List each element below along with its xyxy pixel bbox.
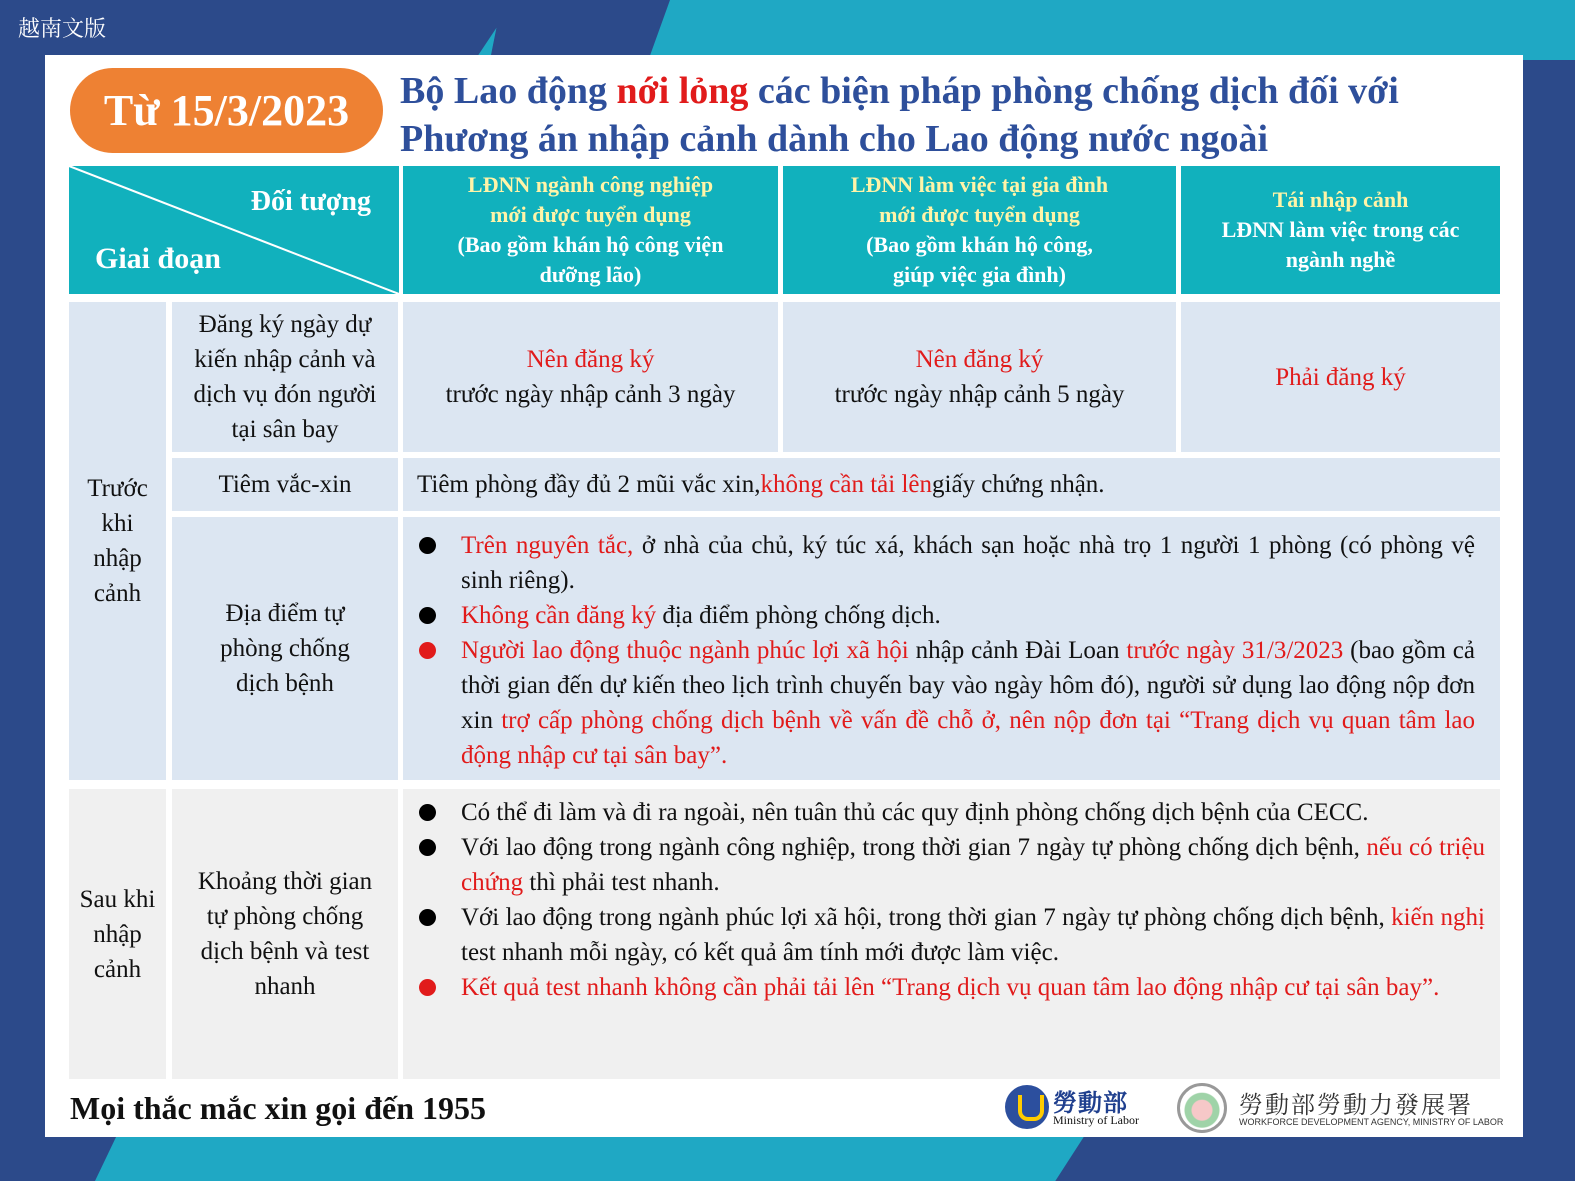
vaccine-requirement: Tiêm phòng đầy đủ 2 mũi vắc xin, không cần tải lên giấy chứng nhận.: [403, 458, 1500, 511]
red-bullet-dot-icon: [419, 979, 436, 996]
list-item: Kết quả test nhanh không cần phải tải lên “Trang dịch vụ quan tâm lao động nhập cư tại sân bay”.: [417, 970, 1485, 1005]
header-industrial-workers: LĐNN ngành công nghiệp mới được tuyển dụng (Bao gồm khán hộ công viện dưỡng lão): [403, 166, 778, 294]
language-tag: 越南文版: [18, 17, 107, 42]
row-label-register: Đăng ký ngày dự kiến nhập cảnh và dịch vụ đón người tại sân bay: [172, 302, 398, 452]
register-reentry: Phải đăng ký: [1181, 302, 1500, 452]
ministry-of-labor-logo: 勞動部 Ministry of Labor: [1005, 1083, 1165, 1131]
after-entry-cell: [403, 789, 1500, 1079]
title-line-1: Bộ Lao động nới lỏng các biện pháp phòng chống dịch đối với: [400, 70, 1399, 112]
poster-title: [400, 67, 1399, 163]
list-item: Trên nguyên tắc, ở nhà của chủ, ký túc xá, khách sạn hoặc nhà trọ 1 người 1 phòng (có phòng vệ sinh riêng).: [417, 528, 1475, 598]
bullet-dot-icon: [419, 607, 436, 624]
header-phase-label: Giai đoạn: [95, 242, 221, 275]
header-target-label: Đối tượng: [250, 186, 371, 217]
ministry-emblem-icon: [1005, 1085, 1049, 1129]
bottom-banner-stripe: [95, 1135, 1085, 1181]
red-bullet-dot-icon: [419, 642, 436, 659]
after-entry-bullet-list: [417, 795, 1485, 1005]
bullet-dot-icon: [419, 909, 436, 926]
location-cell: [403, 517, 1500, 780]
list-item: Người lao động thuộc ngành phúc lợi xã hội nhập cảnh Đài Loan trước ngày 31/3/2023 (bao gồm cả thời gian đến dự kiến theo lịch trình chuyến bay vào ngày hôm đó), người sử dụng lao động nộp đơn xin trợ cấp phòng chống dịch bệnh về vấn đề chỗ ở, nên nộp đơn tại “Trang dịch vụ quan tâm lao động nhập cư tại sân bay”.: [417, 633, 1475, 773]
poster-card: [45, 55, 1523, 1137]
bullet-dot-icon: [419, 537, 436, 554]
row-label-after-entry: Khoảng thời gian tự phòng chống dịch bệnh và test nhanh: [172, 789, 398, 1079]
table-corner-header: [69, 166, 399, 294]
list-item: Có thể đi làm và đi ra ngoài, nên tuân thủ các quy định phòng chống dịch bệnh của CECC.: [417, 795, 1485, 830]
date-badge: Từ 15/3/2023: [70, 68, 383, 153]
bullet-dot-icon: [419, 804, 436, 821]
list-item: Với lao động trong ngành phúc lợi xã hội, trong thời gian 7 ngày tự phòng chống dịch bệnh, kiến nghị test nhanh mỗi ngày, có kết quả âm tính mới được làm việc.: [417, 900, 1485, 970]
register-domestic: Nên đăng ký trước ngày nhập cảnh 5 ngày: [783, 302, 1176, 452]
phase-after-entry: Sau khi nhập cảnh: [69, 789, 166, 1079]
location-bullet-list: [417, 528, 1475, 773]
list-item: Với lao động trong ngành công nghiệp, trong thời gian 7 ngày tự phòng chống dịch bệnh, nếu có triệu chứng thì phải test nhanh.: [417, 830, 1485, 900]
header-reentry-workers: Tái nhập cảnh LĐNN làm việc trong các ngành nghề: [1181, 166, 1500, 294]
agency-seal-icon: [1177, 1083, 1227, 1133]
row-label-vaccine: Tiêm vắc-xin: [172, 458, 398, 511]
list-item: Không cần đăng ký địa điểm phòng chống dịch.: [417, 598, 1475, 633]
hotline-text: Mọi thắc mắc xin gọi đến 1955: [70, 1090, 486, 1126]
header-domestic-workers: LĐNN làm việc tại gia đình mới được tuyển dụng (Bao gồm khán hộ công, giúp việc gia đình): [783, 166, 1176, 294]
register-industrial: Nên đăng ký trước ngày nhập cảnh 3 ngày: [403, 302, 778, 452]
top-banner-stripe: [490, 0, 670, 60]
phase-before-entry: Trước khi nhập cảnh: [69, 302, 166, 780]
title-line-2: Phương án nhập cảnh dành cho Lao động nước ngoài: [400, 118, 1269, 160]
bullet-dot-icon: [419, 839, 436, 856]
row-label-location: Địa điểm tự phòng chống dịch bệnh: [172, 517, 398, 780]
workforce-agency-logo: 勞動部勞動力發展署 WORKFORCE DEVELOPMENT AGENCY, MINISTRY OF LABOR: [1177, 1083, 1497, 1133]
